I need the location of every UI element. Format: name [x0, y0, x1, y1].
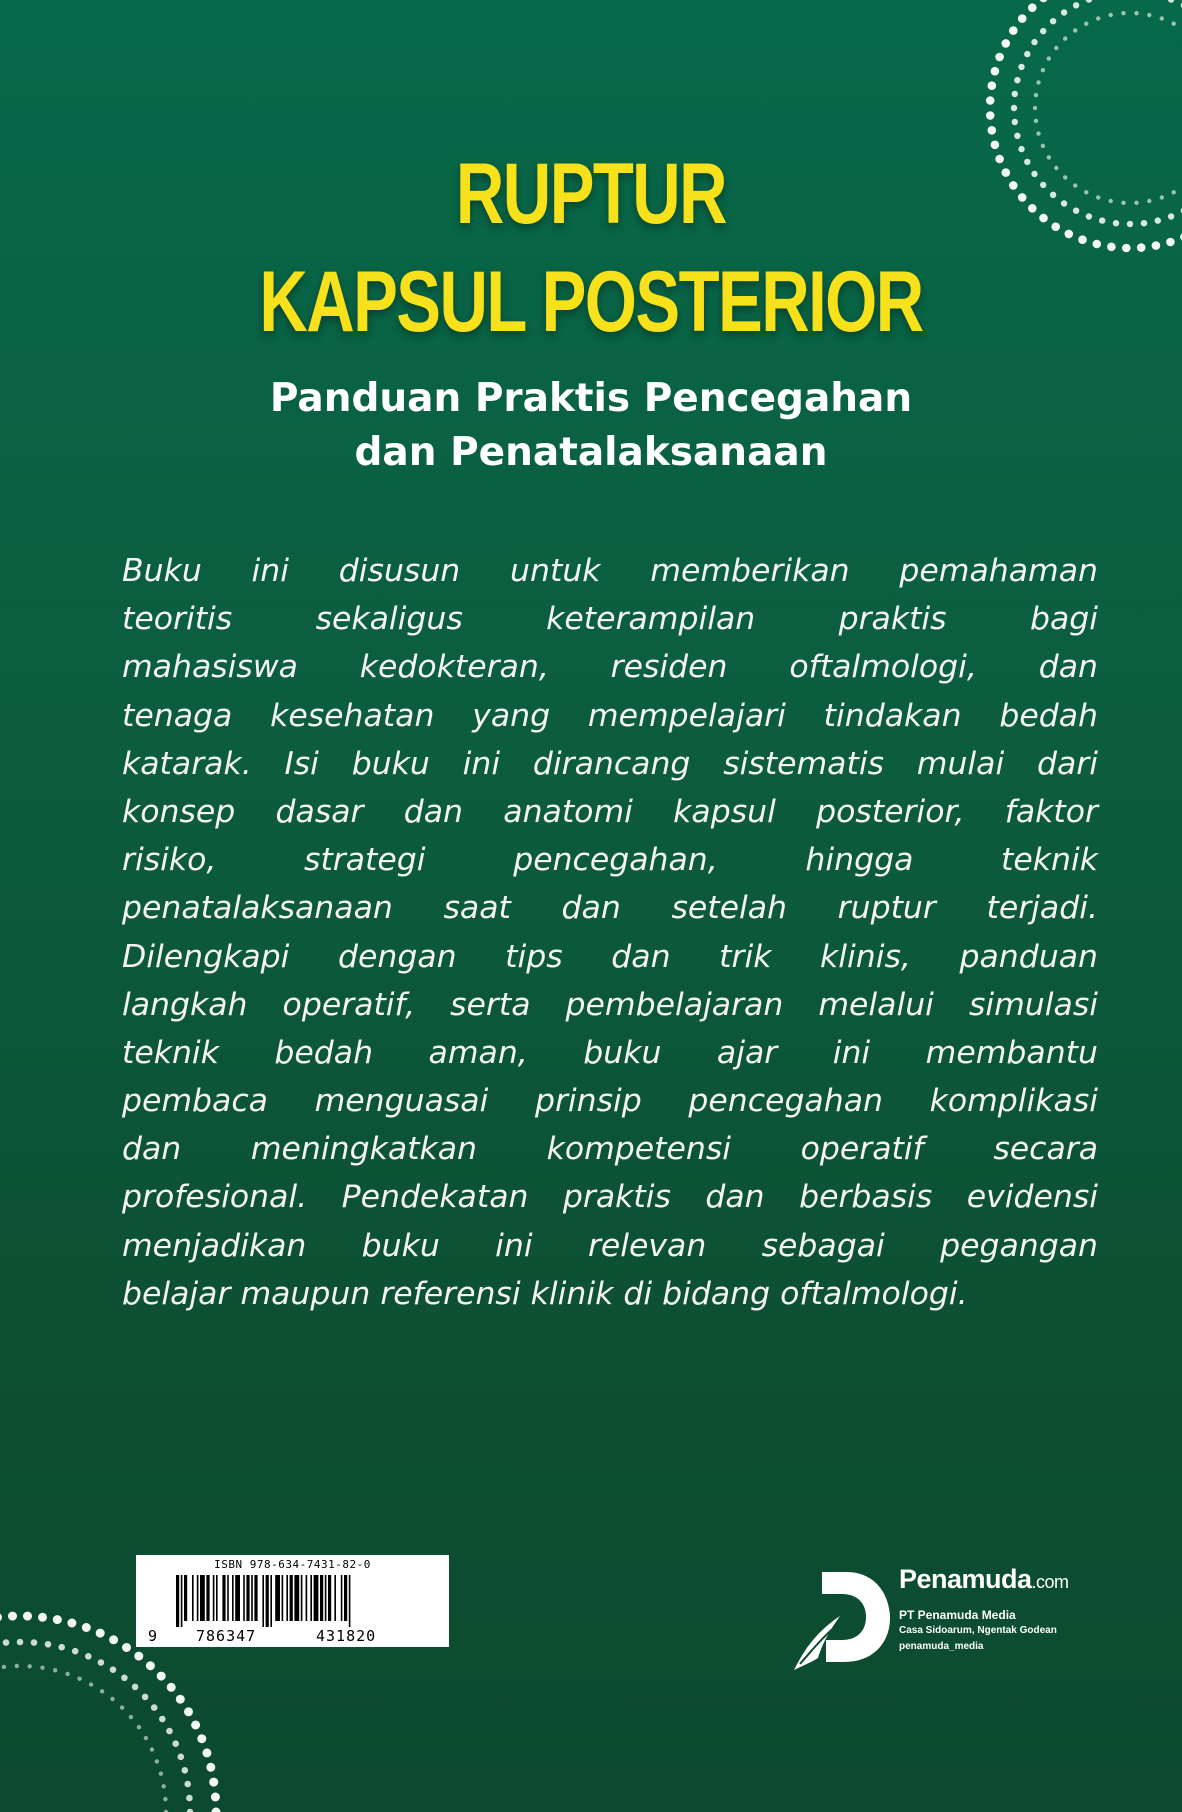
decorative-dot [1107, 243, 1116, 252]
decorative-dot [15, 1664, 19, 1668]
publisher-name: Penamuda.com [899, 1564, 1069, 1594]
barcode-left-digits: 786347 [196, 1627, 257, 1645]
decorative-dot [1047, 56, 1051, 60]
decorative-dot [162, 1784, 166, 1788]
decorative-dot [1137, 243, 1146, 252]
title-line-1: RUPTUR [455, 146, 727, 242]
decorative-dot [146, 1661, 155, 1670]
description-line: Buku ini disusun untuk memberikan pemahaman [122, 553, 1098, 589]
decorative-dot [89, 1682, 93, 1686]
decorative-dot [40, 1666, 44, 1670]
decorative-dot [1018, 64, 1024, 70]
isbn-barcode [136, 1555, 449, 1647]
decorative-dot [1063, 175, 1067, 179]
decorative-dot [986, 111, 995, 120]
decorative-dot [1014, 77, 1020, 83]
decorative-dot [1121, 201, 1125, 205]
decorative-dot [65, 1672, 69, 1676]
decorative-dot [1065, 230, 1074, 239]
barcode-bar [314, 1575, 319, 1621]
description-line: risiko, strategi pencegahan, hingga teknik [122, 842, 1098, 879]
decorative-dot [1121, 11, 1125, 15]
barcode-bar [306, 1575, 308, 1621]
decorative-dot [1050, 18, 1056, 24]
barcode-bar [282, 1575, 284, 1621]
decorative-dot [58, 1644, 65, 1651]
subtitle-line-2: dan Penatalaksanaan [354, 430, 828, 475]
decorative-dot [1160, 16, 1164, 20]
barcode-bar [344, 1575, 347, 1621]
decorative-dot [159, 1772, 163, 1776]
decorative-dot [1078, 235, 1087, 244]
decorative-dot [1172, 22, 1176, 26]
decorative-dot [31, 1639, 38, 1646]
decorative-dot [144, 1736, 148, 1740]
decorative-dot [157, 1672, 166, 1681]
decorative-dot [1099, 217, 1105, 223]
barcode-bar [328, 1575, 331, 1621]
decorative-dot [1086, 0, 1092, 3]
barcode-bar [254, 1575, 257, 1621]
decorative-dot [186, 1795, 193, 1802]
barcode-bar [200, 1575, 205, 1621]
decorative-dot [109, 1635, 118, 1644]
barcode-bar [227, 1575, 229, 1621]
decorative-dot [1134, 11, 1138, 15]
decorative-dot [1093, 240, 1102, 249]
publisher-company: PT Penamuda Media [899, 1608, 1016, 1622]
publisher-logo-icon [782, 1566, 892, 1676]
barcode-right-digits: 431820 [316, 1627, 377, 1645]
decorative-dot [129, 1715, 133, 1719]
decorative-dot [1012, 119, 1018, 125]
decorative-dot [991, 67, 1000, 76]
book-subtitle [0, 372, 1182, 480]
book-description [122, 547, 1098, 1318]
description-line: menjadikan buku ini relevan sebagai pegangan [122, 1227, 1098, 1264]
decorative-dot [1166, 238, 1175, 247]
decorative-dot [0, 1613, 2, 1622]
barcode-bar [176, 1575, 179, 1627]
description-line: teknik bedah aman, buku ajar ini membantu [122, 1034, 1098, 1071]
barcode-bar [246, 1575, 249, 1621]
decorative-dot [1127, 221, 1133, 227]
decorative-dot [197, 1734, 206, 1743]
decorative-dot [1086, 213, 1092, 219]
decorative-dot [1034, 119, 1038, 123]
decorative-dot [1096, 195, 1100, 199]
barcode-bar [181, 1575, 183, 1627]
barcode-bar [243, 1575, 245, 1621]
decorative-dot [98, 1659, 105, 1666]
decorative-dot [1109, 199, 1113, 203]
decorative-dot [134, 1652, 143, 1661]
decorative-dot [23, 1612, 32, 1621]
decorative-dot [151, 1704, 158, 1711]
barcode-bar [235, 1575, 240, 1621]
barcode-bar [213, 1575, 215, 1621]
decorative-dot [163, 1797, 167, 1801]
decorative-dot [159, 1716, 166, 1723]
barcode-bar [197, 1575, 199, 1621]
decorative-dot [988, 81, 997, 90]
decorative-dot [212, 1808, 221, 1812]
decorative-dot [1061, 200, 1067, 206]
decorative-dot [206, 1763, 215, 1772]
barcode-bar [266, 1575, 269, 1627]
description-line: konsep dasar dan anatomi kapsul posterior, faktor [122, 793, 1098, 830]
barcode-bar [286, 1575, 288, 1621]
decorative-dot [1155, 217, 1161, 223]
decorative-dot [53, 1615, 62, 1624]
book-title [130, 140, 1052, 356]
decorative-dot [122, 1643, 131, 1652]
decorative-dot [72, 1648, 79, 1655]
description-line: profesional. Pendekatan praktis dan berbasis evidensi [122, 1179, 1098, 1216]
decorative-dot [1073, 183, 1077, 187]
barcode-bar [325, 1575, 327, 1621]
decorative-dot [142, 1694, 149, 1701]
decorative-dot [1039, 0, 1048, 2]
decorative-dot [1034, 93, 1038, 97]
description-line: teoritis sekaligus keterampilan praktis bagi [122, 601, 1098, 638]
decorative-dot [110, 1697, 114, 1701]
decorative-dot [1152, 241, 1161, 250]
decorative-dot [1018, 14, 1027, 23]
decorative-dot [182, 1767, 189, 1774]
decorative-dot [1012, 91, 1018, 97]
decorative-dot [988, 126, 997, 135]
isbn-number: ISBN 978-634-7431-82-0 [214, 1558, 371, 1571]
barcode-bar [301, 1575, 303, 1621]
title-line-2: KAPSUL POSTERIOR [259, 254, 923, 350]
decorative-dot [45, 1641, 52, 1648]
publisher-address: Casa Sidoarum, Ngentak Godean [899, 1625, 1057, 1636]
decorative-dot [1033, 106, 1037, 110]
description-line: belajar maupun referensi klinik di bidang oftalmologi. [122, 1275, 968, 1312]
decorative-dot [155, 1759, 159, 1763]
decorative-dot [178, 1754, 185, 1761]
decorative-dot [1011, 105, 1017, 111]
decorative-dot [17, 1639, 24, 1646]
decorative-dot [995, 53, 1004, 62]
description-line: mahasiswa kedokteran, residen oftalmologi, dan [122, 649, 1098, 686]
decorative-dot [38, 1613, 47, 1622]
decorative-dot [77, 1677, 81, 1681]
decorative-dot [211, 1793, 220, 1802]
barcode-bar [222, 1575, 225, 1621]
decorative-dot [1073, 28, 1077, 32]
decorative-dot [184, 1707, 193, 1716]
decorative-dot [1113, 220, 1119, 226]
decorative-dot [1024, 51, 1030, 57]
decorative-dot [28, 1664, 32, 1668]
decorative-dot [172, 1740, 179, 1747]
decorative-dot [1073, 2, 1079, 8]
barcode-bar [334, 1575, 336, 1621]
decorative-dot [1172, 190, 1176, 194]
barcode-bar [341, 1575, 343, 1621]
decorative-dot [1147, 199, 1151, 203]
decorative-dot [1041, 68, 1045, 72]
decorative-dot [1031, 39, 1037, 45]
barcode-bar [206, 1575, 209, 1621]
decorative-dot [1147, 13, 1151, 17]
description-line: tenaga kesehatan yang mempelajari tindakan bedah [122, 697, 1098, 734]
decorative-dot [8, 1612, 17, 1621]
decorative-dot [1084, 22, 1088, 26]
barcode-bar [275, 1575, 280, 1621]
barcode-bar [232, 1575, 234, 1621]
decorative-dot [137, 1725, 141, 1729]
decorative-dot [1009, 26, 1018, 35]
decorative-dot [53, 1668, 57, 1672]
decorative-dot [150, 1747, 154, 1751]
barcode-bar [184, 1575, 187, 1621]
decorative-dot [1040, 28, 1046, 34]
decorative-dot [166, 1728, 173, 1735]
decorative-dot [1122, 244, 1131, 253]
decorative-dot [67, 1619, 76, 1628]
decorative-dot [1109, 13, 1113, 17]
decorative-dot [1051, 222, 1060, 231]
decorative-dot [82, 1623, 91, 1632]
description-line: langkah operatif, serta pembelajaran melalui simulasi [122, 986, 1098, 1023]
decorative-dot [1141, 220, 1147, 226]
description-line: dan meningkatkan kompetensi operatif secara [122, 1131, 1098, 1168]
decorative-dot [1002, 39, 1011, 48]
barcode-bar [192, 1575, 194, 1621]
decorative-dot [1063, 36, 1067, 40]
description-line: katarak. Isi buku ini dirancang sistematis mulai dari [122, 745, 1098, 782]
decorative-dot [121, 1675, 128, 1682]
barcode-bar [310, 1575, 312, 1621]
description-line: Dilengkapi dengan tips dan trik klinis, panduan [122, 938, 1098, 975]
decorative-dot [1036, 131, 1040, 135]
subtitle-line-1: Panduan Praktis Pencegahan [269, 376, 913, 421]
decorative-dot [1054, 46, 1058, 50]
barcode-bars [176, 1575, 416, 1627]
decorative-dot [120, 1705, 124, 1709]
decorative-dot [176, 1695, 185, 1704]
decorative-dot [1028, 3, 1037, 12]
barcode-bar [294, 1575, 299, 1621]
barcode-bar [349, 1575, 351, 1627]
decorative-dot [209, 1778, 218, 1787]
barcode-bar [262, 1575, 264, 1627]
barcode-bar [251, 1575, 253, 1621]
decorative-dot [202, 1748, 211, 1757]
barcode-bar [290, 1575, 293, 1621]
decorative-dot [986, 96, 995, 105]
decorative-dot [100, 1689, 104, 1693]
decorative-dot [1168, 0, 1174, 3]
decorative-dot [1061, 9, 1067, 15]
decorative-dot [96, 1629, 105, 1638]
decorative-dot [2, 1665, 6, 1669]
decorative-dot [1168, 213, 1174, 219]
decorative-dot [184, 1781, 191, 1788]
barcode-bar [320, 1575, 323, 1621]
decorative-dot [1036, 80, 1040, 84]
decorative-dot [1160, 195, 1164, 199]
decorative-dot [1096, 16, 1100, 20]
decorative-dot [1134, 201, 1138, 205]
decorative-dot [191, 1721, 200, 1730]
decorative-dot [85, 1653, 92, 1660]
decorative-dot [110, 1666, 117, 1673]
decorative-dot [1073, 208, 1079, 214]
decorative-dot [1084, 190, 1088, 194]
decorative-dot [3, 1639, 10, 1646]
description-line: penatalaksanaan saat dan setelah ruptur terjadi. [122, 890, 1098, 927]
decorative-dot [167, 1683, 176, 1692]
publisher-social-handle: penamuda_media [899, 1641, 984, 1652]
decorative-dot [1054, 166, 1058, 170]
barcode-bar [216, 1575, 218, 1621]
barcode-bar [270, 1575, 272, 1627]
description-line: pembaca menguasai prinsip pencegahan komplikasi [122, 1083, 1098, 1120]
decorative-dot [132, 1684, 139, 1691]
barcode-lead-digit: 9 [148, 1627, 158, 1645]
decorative-dot [1014, 133, 1020, 139]
